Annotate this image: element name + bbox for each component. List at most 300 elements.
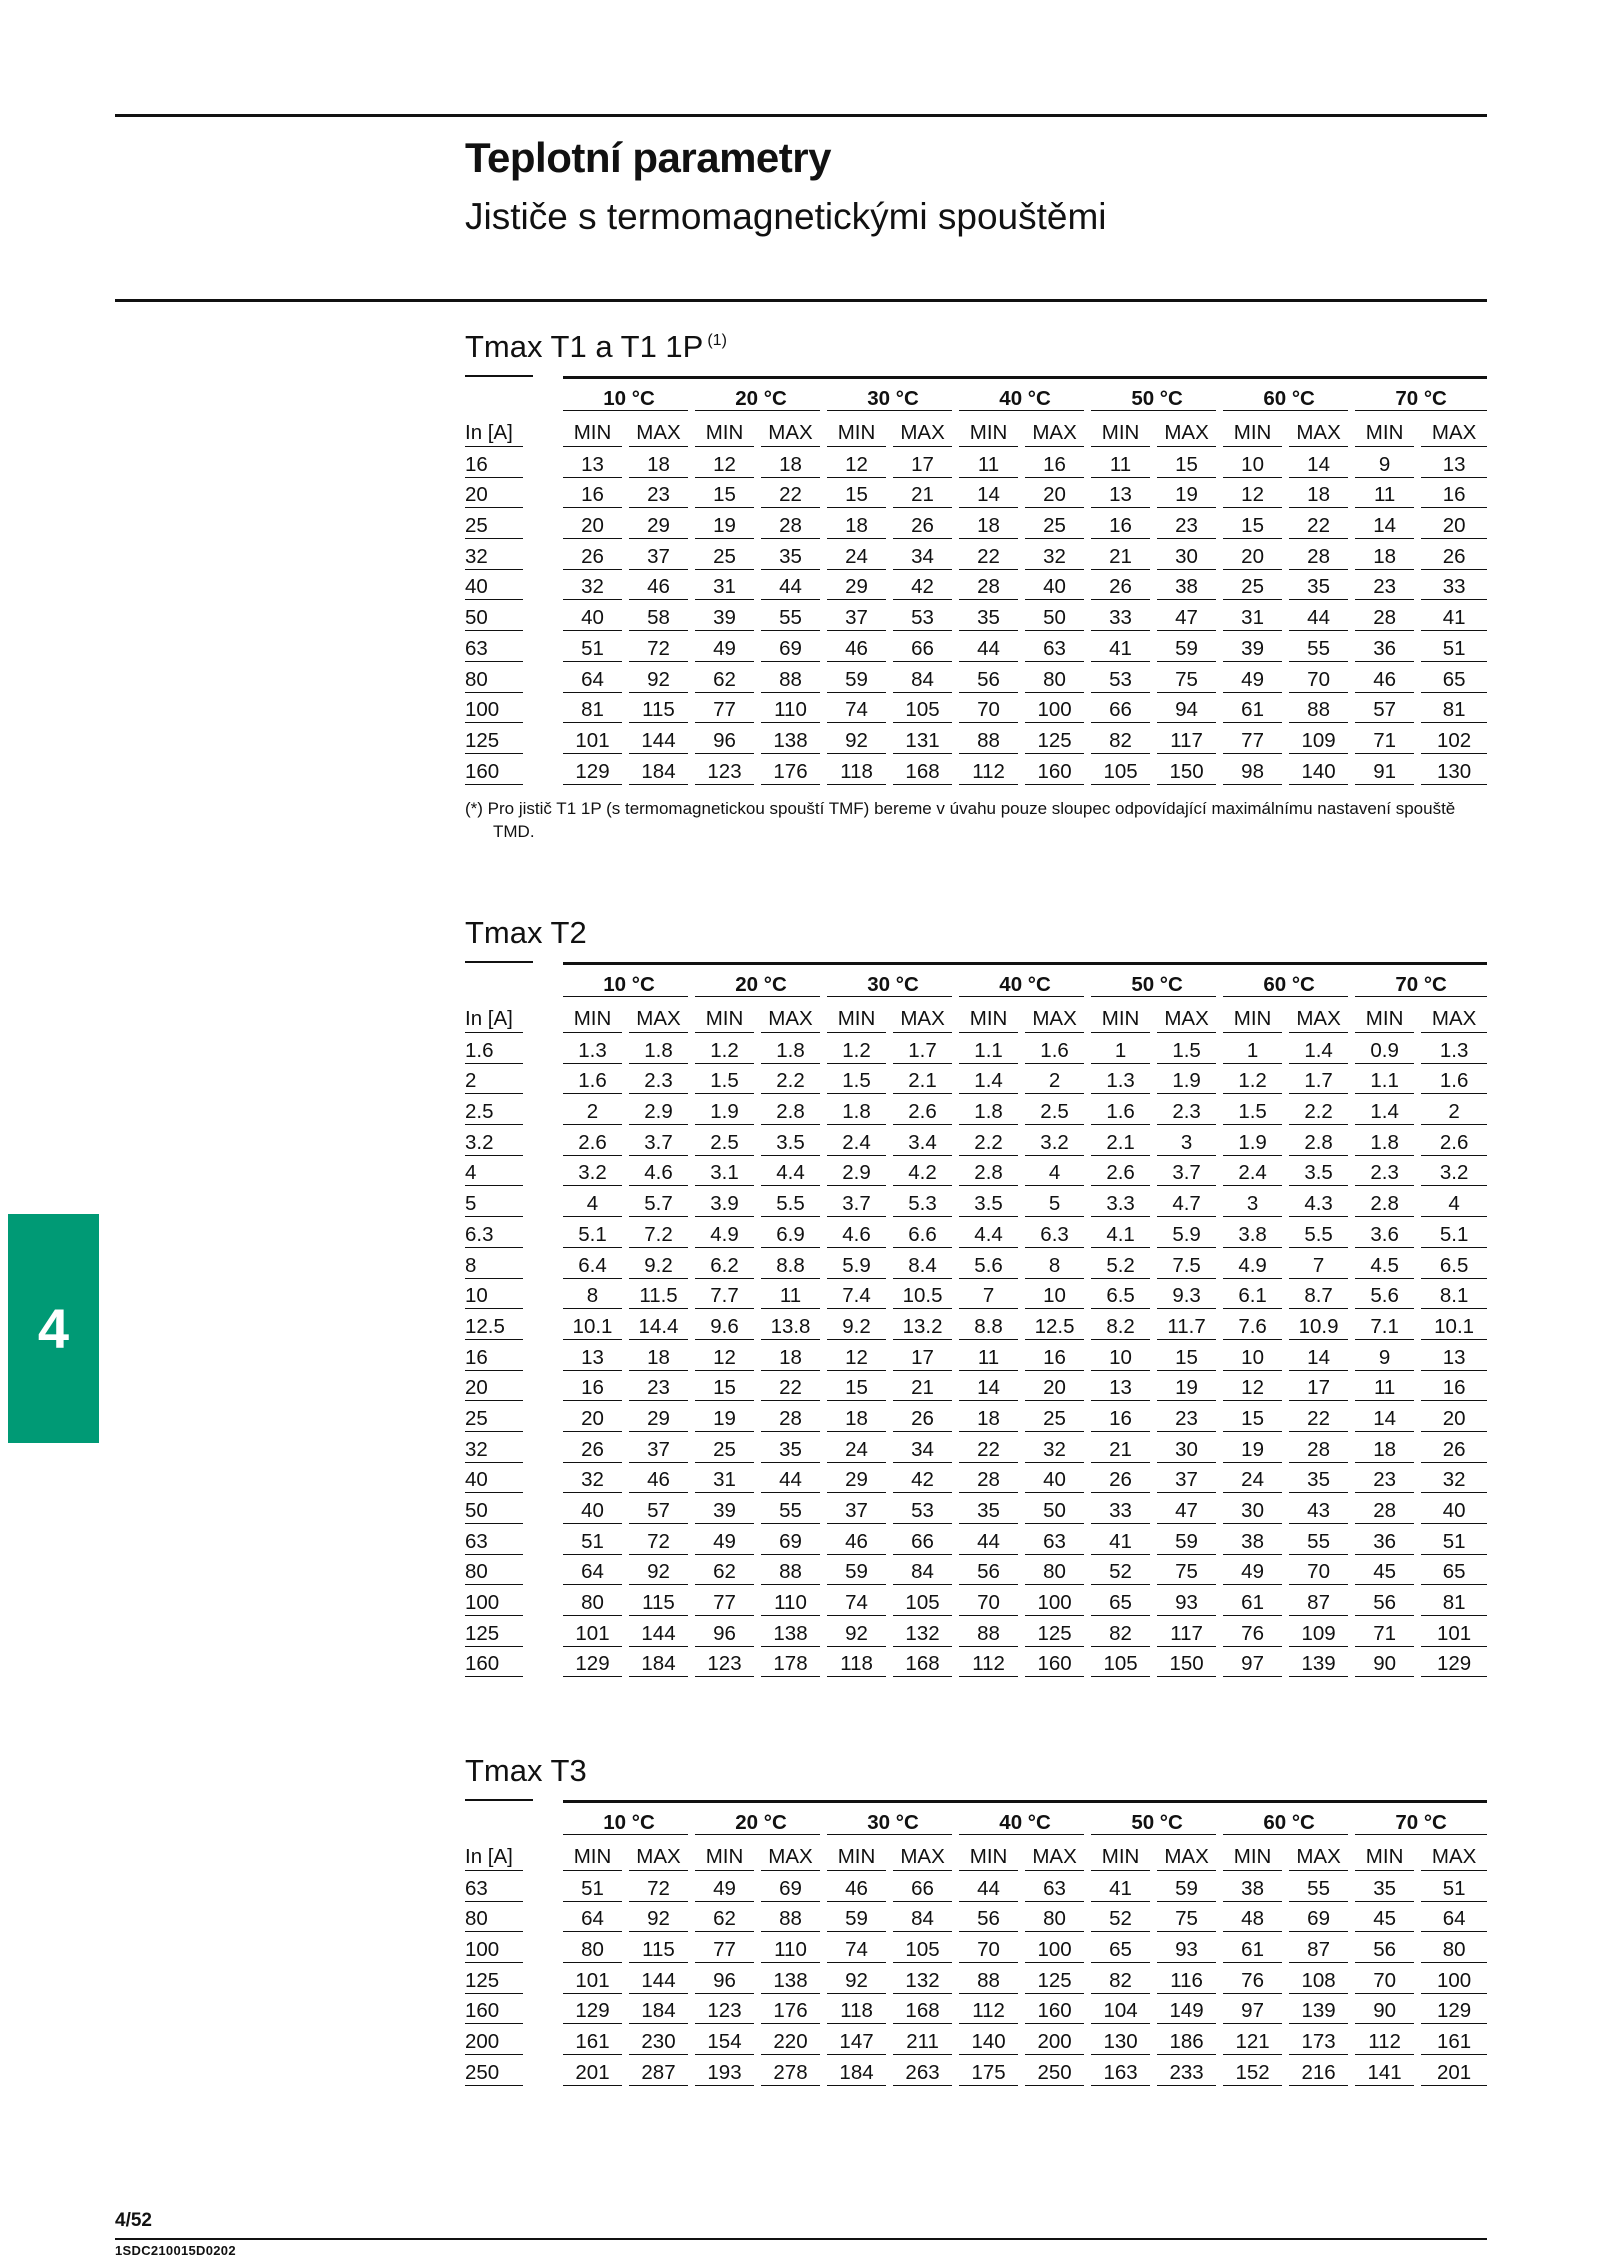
- max-value-cell: 18: [1289, 480, 1348, 508]
- max-value-cell: 6.6: [893, 1220, 952, 1248]
- max-value-cell: 1.3: [1421, 1036, 1487, 1064]
- max-value-cell: 70: [1289, 1557, 1348, 1585]
- max-value-cell: 6.9: [761, 1220, 820, 1248]
- max-header: MAX: [1157, 1840, 1216, 1871]
- min-header: MIN: [959, 1002, 1018, 1033]
- min-header: MIN: [1091, 1002, 1150, 1033]
- min-value-cell: 16: [1091, 511, 1150, 539]
- max-value-cell: 125: [1025, 726, 1084, 754]
- max-value-cell: 5.1: [1421, 1220, 1487, 1248]
- min-value-cell: 3.3: [1091, 1189, 1150, 1217]
- temperature-header: 50 °C: [1091, 377, 1223, 411]
- current-rating-cell: 125: [465, 1966, 523, 1994]
- min-value-cell: 8: [563, 1281, 622, 1309]
- max-value-cell: 92: [629, 1904, 688, 1932]
- min-value-cell: 53: [1091, 665, 1150, 693]
- min-value-cell: 92: [827, 1966, 886, 1994]
- max-value-cell: 2.3: [629, 1066, 688, 1094]
- max-value-cell: 101: [1421, 1619, 1487, 1647]
- min-value-cell: 1.8: [959, 1097, 1018, 1125]
- current-rating-cell: 8: [465, 1251, 523, 1279]
- min-value-cell: 12: [827, 1343, 886, 1371]
- min-value-cell: 4.9: [1223, 1251, 1282, 1279]
- min-value-cell: 13: [1091, 480, 1150, 508]
- max-value-cell: 6.3: [1025, 1220, 1084, 1248]
- max-value-cell: 13: [1421, 1343, 1487, 1371]
- max-value-cell: 3.2: [1025, 1128, 1084, 1156]
- current-rating-cell: 20: [465, 480, 523, 508]
- min-value-cell: 3.1: [695, 1158, 754, 1186]
- max-value-cell: 2.2: [1289, 1097, 1348, 1125]
- min-value-cell: 22: [959, 542, 1018, 570]
- max-value-cell: 17: [1289, 1373, 1348, 1401]
- max-value-cell: 88: [1289, 695, 1348, 723]
- max-value-cell: 20: [1025, 480, 1084, 508]
- max-value-cell: 216: [1289, 2058, 1348, 2086]
- min-value-cell: 41: [1091, 1874, 1150, 1902]
- min-value-cell: 1.1: [959, 1036, 1018, 1064]
- max-header: MAX: [629, 1002, 688, 1033]
- current-rating-cell: 125: [465, 726, 523, 754]
- min-value-cell: 61: [1223, 695, 1282, 723]
- max-value-cell: 37: [629, 1435, 688, 1463]
- max-value-cell: 65: [1421, 1557, 1487, 1585]
- max-value-cell: 35: [1289, 572, 1348, 600]
- max-value-cell: 66: [893, 1874, 952, 1902]
- min-value-cell: 59: [827, 1904, 886, 1932]
- min-value-cell: 152: [1223, 2058, 1282, 2086]
- max-value-cell: 69: [761, 634, 820, 662]
- max-value-cell: 88: [761, 665, 820, 693]
- max-value-cell: 88: [761, 1557, 820, 1585]
- min-value-cell: 175: [959, 2058, 1018, 2086]
- min-value-cell: 1.9: [695, 1097, 754, 1125]
- min-value-cell: 70: [959, 695, 1018, 723]
- max-value-cell: 3.7: [1157, 1158, 1216, 1186]
- max-value-cell: 28: [761, 1404, 820, 1432]
- current-rating-cell: 2.5: [465, 1097, 523, 1125]
- min-value-cell: 88: [959, 1619, 1018, 1647]
- max-value-cell: 160: [1025, 1996, 1084, 2024]
- max-value-cell: 51: [1421, 1874, 1487, 1902]
- max-value-cell: 173: [1289, 2027, 1348, 2055]
- min-value-cell: 45: [1355, 1557, 1414, 1585]
- min-value-cell: 24: [1223, 1465, 1282, 1493]
- max-value-cell: 5.5: [1289, 1220, 1348, 1248]
- min-value-cell: 18: [1355, 542, 1414, 570]
- min-value-cell: 1.6: [563, 1066, 622, 1094]
- max-value-cell: 25: [1025, 511, 1084, 539]
- temperature-header: 40 °C: [959, 1801, 1091, 1835]
- min-value-cell: 121: [1223, 2027, 1282, 2055]
- min-value-cell: 76: [1223, 1966, 1282, 1994]
- max-value-cell: 233: [1157, 2058, 1216, 2086]
- current-rating-cell: 160: [465, 1649, 523, 1677]
- max-value-cell: 150: [1157, 757, 1216, 785]
- min-value-cell: 97: [1223, 1649, 1282, 1677]
- current-rating-cell: 160: [465, 1996, 523, 2024]
- min-value-cell: 12: [695, 450, 754, 478]
- max-value-cell: 55: [1289, 634, 1348, 662]
- min-value-cell: 39: [695, 1496, 754, 1524]
- min-value-cell: 123: [695, 1649, 754, 1677]
- max-value-cell: 125: [1025, 1619, 1084, 1647]
- max-value-cell: 1.9: [1157, 1066, 1216, 1094]
- max-value-cell: 160: [1025, 1649, 1084, 1677]
- max-value-cell: 1.6: [1025, 1036, 1084, 1064]
- max-value-cell: 22: [1289, 511, 1348, 539]
- min-value-cell: 2.4: [827, 1128, 886, 1156]
- temperature-header: 70 °C: [1355, 1801, 1487, 1835]
- max-value-cell: 8.8: [761, 1251, 820, 1279]
- max-value-cell: 38: [1157, 572, 1216, 600]
- max-value-cell: 184: [629, 757, 688, 785]
- max-header: MAX: [1025, 416, 1084, 447]
- min-value-cell: 18: [959, 511, 1018, 539]
- min-value-cell: 82: [1091, 1619, 1150, 1647]
- min-value-cell: 7.6: [1223, 1312, 1282, 1340]
- max-value-cell: 20: [1025, 1373, 1084, 1401]
- min-value-cell: 49: [695, 1527, 754, 1555]
- max-value-cell: 53: [893, 1496, 952, 1524]
- min-value-cell: 101: [563, 726, 622, 754]
- table-row: [465, 1932, 1487, 1963]
- max-value-cell: 2.9: [629, 1097, 688, 1125]
- max-value-cell: 34: [893, 542, 952, 570]
- min-value-cell: 123: [695, 757, 754, 785]
- min-value-cell: 76: [1223, 1619, 1282, 1647]
- max-header: MAX: [761, 416, 820, 447]
- min-value-cell: 1.5: [695, 1066, 754, 1094]
- max-value-cell: 2.2: [761, 1066, 820, 1094]
- min-value-cell: 5.9: [827, 1251, 886, 1279]
- max-header: MAX: [1157, 1002, 1216, 1033]
- max-value-cell: 168: [893, 1996, 952, 2024]
- table-row: [465, 1463, 1487, 1494]
- min-value-cell: 5.1: [563, 1220, 622, 1248]
- max-value-cell: 1.8: [629, 1036, 688, 1064]
- min-value-cell: 31: [695, 572, 754, 600]
- min-value-cell: 112: [1355, 2027, 1414, 2055]
- min-value-cell: 2.3: [1355, 1158, 1414, 1186]
- min-value-cell: 90: [1355, 1996, 1414, 2024]
- max-value-cell: 21: [893, 1373, 952, 1401]
- max-value-cell: 20: [1421, 1404, 1487, 1432]
- min-value-cell: 5.6: [1355, 1281, 1414, 1309]
- current-rating-cell: 16: [465, 1343, 523, 1371]
- max-value-cell: 16: [1421, 1373, 1487, 1401]
- max-value-cell: 66: [893, 1527, 952, 1555]
- min-header: MIN: [1355, 1002, 1414, 1033]
- min-value-cell: 70: [1355, 1966, 1414, 1994]
- max-value-cell: 100: [1025, 1588, 1084, 1616]
- min-value-cell: 80: [563, 1588, 622, 1616]
- min-value-cell: 20: [563, 511, 622, 539]
- min-value-cell: 118: [827, 1996, 886, 2024]
- min-value-cell: 90: [1355, 1649, 1414, 1677]
- min-value-cell: 2.1: [1091, 1128, 1150, 1156]
- min-header: MIN: [1223, 1002, 1282, 1033]
- max-value-cell: 8.4: [893, 1251, 952, 1279]
- max-value-cell: 3.7: [629, 1128, 688, 1156]
- max-value-cell: 35: [761, 1435, 820, 1463]
- max-value-cell: 69: [761, 1527, 820, 1555]
- min-value-cell: 44: [959, 634, 1018, 662]
- max-value-cell: 35: [761, 542, 820, 570]
- max-value-cell: 11.5: [629, 1281, 688, 1309]
- current-rating-cell: 63: [465, 1527, 523, 1555]
- table-row: [465, 1033, 1487, 1064]
- section-title: [465, 325, 1487, 369]
- table-row: [465, 1585, 1487, 1616]
- current-rating-cell: 40: [465, 1465, 523, 1493]
- min-value-cell: 74: [827, 1588, 886, 1616]
- min-value-cell: 19: [695, 1404, 754, 1432]
- min-value-cell: 1.8: [827, 1097, 886, 1125]
- max-value-cell: 32: [1421, 1465, 1487, 1493]
- table-row: [465, 447, 1487, 478]
- max-value-cell: 55: [1289, 1527, 1348, 1555]
- max-value-cell: 138: [761, 1966, 820, 1994]
- min-value-cell: 44: [959, 1874, 1018, 1902]
- max-value-cell: 4.7: [1157, 1189, 1216, 1217]
- max-value-cell: 139: [1289, 1649, 1348, 1677]
- max-value-cell: 43: [1289, 1496, 1348, 1524]
- max-value-cell: 115: [629, 695, 688, 723]
- min-value-cell: 33: [1091, 1496, 1150, 1524]
- min-value-cell: 9.2: [827, 1312, 886, 1340]
- max-value-cell: 139: [1289, 1996, 1348, 2024]
- min-value-cell: 3.5: [959, 1189, 1018, 1217]
- temperature-header: 10 °C: [563, 377, 695, 411]
- max-value-cell: 4.4: [761, 1158, 820, 1186]
- max-value-cell: 55: [761, 1496, 820, 1524]
- min-value-cell: 141: [1355, 2058, 1414, 2086]
- min-value-cell: 81: [563, 695, 622, 723]
- min-value-cell: 16: [563, 1373, 622, 1401]
- max-value-cell: 211: [893, 2027, 952, 2055]
- max-header: MAX: [629, 1840, 688, 1871]
- max-value-cell: 102: [1421, 726, 1487, 754]
- max-value-cell: 115: [629, 1588, 688, 1616]
- current-rating-cell: 5: [465, 1189, 523, 1217]
- max-value-cell: 18: [629, 450, 688, 478]
- max-value-cell: 3.5: [761, 1128, 820, 1156]
- min-value-cell: 1.4: [959, 1066, 1018, 1094]
- min-value-cell: 49: [695, 1874, 754, 1902]
- max-value-cell: 1.6: [1421, 1066, 1487, 1094]
- temperature-header: 20 °C: [695, 377, 827, 411]
- max-header: MAX: [1421, 1002, 1487, 1033]
- table-row: [465, 1493, 1487, 1524]
- max-value-cell: 11.7: [1157, 1312, 1216, 1340]
- max-value-cell: 50: [1025, 1496, 1084, 1524]
- max-value-cell: 37: [1157, 1465, 1216, 1493]
- min-value-cell: 11: [1091, 450, 1150, 478]
- max-value-cell: 37: [629, 542, 688, 570]
- table-row: [465, 1616, 1487, 1647]
- min-value-cell: 147: [827, 2027, 886, 2055]
- min-value-cell: 15: [695, 1373, 754, 1401]
- table-row: [465, 1401, 1487, 1432]
- min-header: MIN: [959, 416, 1018, 447]
- min-value-cell: 1: [1223, 1036, 1282, 1064]
- max-value-cell: 132: [893, 1619, 952, 1647]
- min-value-cell: 0.9: [1355, 1036, 1414, 1064]
- min-value-cell: 46: [827, 1527, 886, 1555]
- min-value-cell: 36: [1355, 1527, 1414, 1555]
- min-value-cell: 12: [1223, 480, 1282, 508]
- min-value-cell: 10.1: [563, 1312, 622, 1340]
- max-value-cell: 17: [893, 450, 952, 478]
- max-value-cell: 13: [1421, 450, 1487, 478]
- max-value-cell: 65: [1421, 665, 1487, 693]
- min-value-cell: 9: [1355, 450, 1414, 478]
- min-value-cell: 13: [563, 450, 622, 478]
- max-value-cell: 100: [1421, 1966, 1487, 1994]
- min-value-cell: 77: [1223, 726, 1282, 754]
- temperature-header: 10 °C: [563, 963, 695, 997]
- temperature-header: 70 °C: [1355, 963, 1487, 997]
- max-value-cell: 40: [1421, 1496, 1487, 1524]
- table-row: [465, 1309, 1487, 1340]
- min-value-cell: 37: [827, 603, 886, 631]
- current-rating-cell: 16: [465, 450, 523, 478]
- min-value-cell: 11: [959, 450, 1018, 478]
- max-value-cell: 44: [1289, 603, 1348, 631]
- max-value-cell: 6.5: [1421, 1251, 1487, 1279]
- min-value-cell: 25: [1223, 572, 1282, 600]
- min-header: MIN: [827, 1002, 886, 1033]
- page-number: 4/52: [115, 2210, 152, 2231]
- max-value-cell: 186: [1157, 2027, 1216, 2055]
- max-value-cell: 40: [1025, 572, 1084, 600]
- min-value-cell: 2.4: [1223, 1158, 1282, 1186]
- min-value-cell: 40: [563, 1496, 622, 1524]
- table-row: [465, 1340, 1487, 1371]
- max-value-cell: 26: [893, 1404, 952, 1432]
- table-row: [465, 1871, 1487, 1902]
- temperature-table-t1: [465, 377, 1487, 785]
- min-value-cell: 77: [695, 1935, 754, 1963]
- max-value-cell: 10.1: [1421, 1312, 1487, 1340]
- min-value-cell: 57: [1355, 695, 1414, 723]
- max-header: MAX: [1421, 416, 1487, 447]
- section-title-text: Tmax T3: [465, 1753, 587, 1788]
- max-value-cell: 140: [1289, 757, 1348, 785]
- min-value-cell: 28: [1355, 603, 1414, 631]
- temperature-header: 20 °C: [695, 963, 827, 997]
- max-value-cell: 26: [1421, 1435, 1487, 1463]
- max-value-cell: 33: [1421, 572, 1487, 600]
- max-value-cell: 144: [629, 726, 688, 754]
- min-value-cell: 96: [695, 1966, 754, 1994]
- min-value-cell: 26: [1091, 572, 1150, 600]
- min-value-cell: 74: [827, 1935, 886, 1963]
- table-row: [465, 1902, 1487, 1933]
- section-title-text: Tmax T2: [465, 915, 587, 950]
- current-rating-cell: 160: [465, 757, 523, 785]
- max-header: MAX: [1289, 1002, 1348, 1033]
- min-value-cell: 9: [1355, 1343, 1414, 1371]
- min-value-cell: 66: [1091, 695, 1150, 723]
- temperature-header: 50 °C: [1091, 963, 1223, 997]
- min-value-cell: 1.5: [1223, 1097, 1282, 1125]
- min-value-cell: 130: [1091, 2027, 1150, 2055]
- max-value-cell: 3: [1157, 1128, 1216, 1156]
- min-value-cell: 2.2: [959, 1128, 1018, 1156]
- section-title-text: Tmax T1 a T1 1P: [465, 329, 704, 364]
- max-value-cell: 93: [1157, 1588, 1216, 1616]
- document-code: 1SDC210015D0202: [115, 2243, 236, 2258]
- max-value-cell: 70: [1289, 665, 1348, 693]
- min-value-cell: 52: [1091, 1904, 1150, 1932]
- max-value-cell: 287: [629, 2058, 688, 2086]
- min-value-cell: 7.7: [695, 1281, 754, 1309]
- max-value-cell: 5.9: [1157, 1220, 1216, 1248]
- max-value-cell: 201: [1421, 2058, 1487, 2086]
- max-value-cell: 25: [1025, 1404, 1084, 1432]
- min-value-cell: 2: [563, 1097, 622, 1125]
- min-value-cell: 36: [1355, 634, 1414, 662]
- max-value-cell: 2: [1421, 1097, 1487, 1125]
- max-value-cell: 150: [1157, 1649, 1216, 1677]
- min-value-cell: 140: [959, 2027, 1018, 2055]
- table-row: [465, 1432, 1487, 1463]
- current-rating-cell: 2: [465, 1066, 523, 1094]
- min-value-cell: 33: [1091, 603, 1150, 631]
- min-value-cell: 61: [1223, 1935, 1282, 1963]
- min-value-cell: 163: [1091, 2058, 1150, 2086]
- max-value-cell: 109: [1289, 726, 1348, 754]
- max-value-cell: 64: [1421, 1904, 1487, 1932]
- max-value-cell: 16: [1025, 450, 1084, 478]
- max-value-cell: 18: [761, 450, 820, 478]
- min-value-cell: 19: [1223, 1435, 1282, 1463]
- min-value-cell: 123: [695, 1996, 754, 2024]
- max-value-cell: 46: [629, 572, 688, 600]
- min-value-cell: 3.9: [695, 1189, 754, 1217]
- min-value-cell: 70: [959, 1588, 1018, 1616]
- min-value-cell: 13: [563, 1343, 622, 1371]
- table-row: [465, 1064, 1487, 1095]
- min-value-cell: 29: [827, 1465, 886, 1493]
- max-value-cell: 4.3: [1289, 1189, 1348, 1217]
- min-value-cell: 77: [695, 695, 754, 723]
- max-value-cell: 15: [1157, 450, 1216, 478]
- min-value-cell: 118: [827, 1649, 886, 1677]
- max-value-cell: 2.8: [1289, 1128, 1348, 1156]
- min-value-cell: 15: [1223, 1404, 1282, 1432]
- min-value-cell: 1.9: [1223, 1128, 1282, 1156]
- min-header: MIN: [827, 416, 886, 447]
- max-value-cell: 21: [893, 480, 952, 508]
- temperature-header: 60 °C: [1223, 377, 1355, 411]
- max-value-cell: 168: [893, 1649, 952, 1677]
- min-value-cell: 59: [827, 665, 886, 693]
- max-value-cell: 176: [761, 1996, 820, 2024]
- min-value-cell: 49: [1223, 665, 1282, 693]
- min-header: MIN: [563, 1002, 622, 1033]
- page-title: Teplotní parametry: [465, 134, 831, 181]
- table-row: [465, 1217, 1487, 1248]
- max-value-cell: 7.5: [1157, 1251, 1216, 1279]
- min-value-cell: 39: [695, 603, 754, 631]
- max-value-cell: 105: [893, 1588, 952, 1616]
- current-rating-cell: 25: [465, 511, 523, 539]
- current-rating-cell: 80: [465, 1557, 523, 1585]
- temperature-header-row: [465, 1801, 1487, 1835]
